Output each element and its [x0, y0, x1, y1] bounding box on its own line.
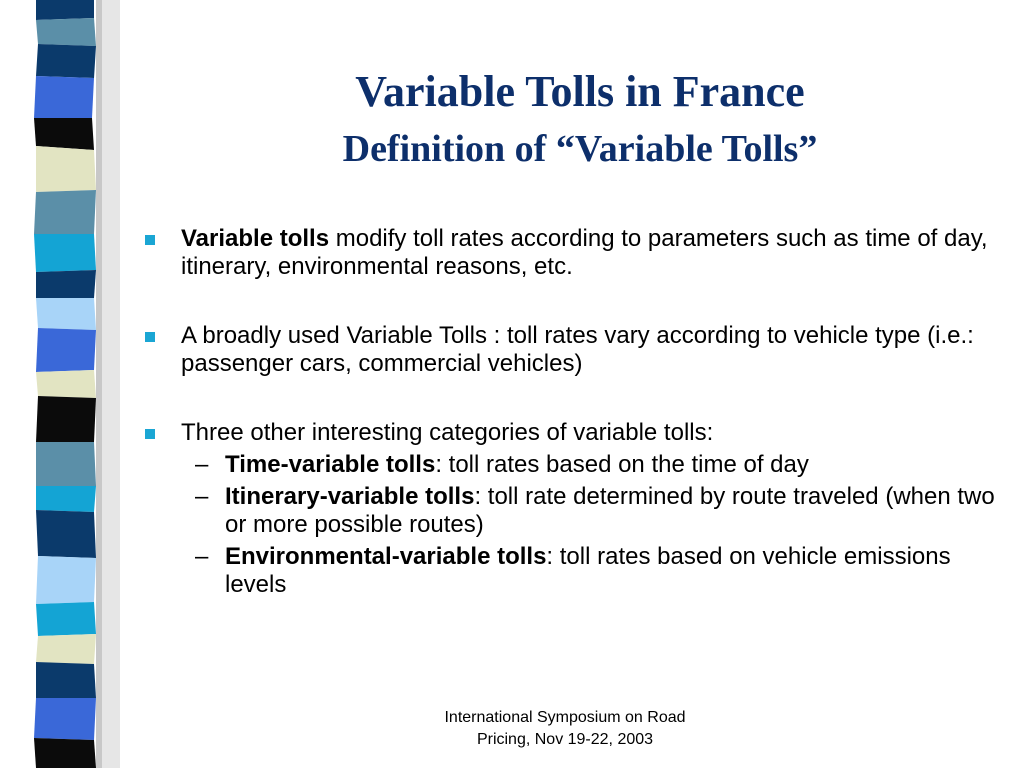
bullet-list: [143, 225, 1003, 603]
dash-bullet: –: [195, 483, 209, 510]
stripe-graphic: [0, 0, 120, 768]
sub-bullet-text: : toll rates based on the time of day: [435, 451, 809, 478]
square-bullet-icon: [145, 429, 155, 439]
sub-bullet-bold-term: Environmental-variable tolls: [225, 543, 547, 570]
dash-bullet: –: [195, 451, 209, 478]
bullet-text: modify toll rates according to parameters such as time of day, itinerary, environmental reasons, etc.: [181, 225, 988, 280]
sub-bullet-text: : toll rate determined by route traveled (when two or more possible routes): [225, 483, 995, 538]
sub-bullet-time-variable: [181, 451, 1003, 479]
footer-line: International Symposium on Road: [444, 709, 686, 726]
bullet-categories: [143, 419, 1003, 599]
sub-bullet-itinerary-variable: [181, 483, 1003, 539]
sub-bullet-bold-term: Time-variable tolls: [225, 451, 436, 478]
sub-bullet-environmental-variable: [181, 543, 1003, 599]
sub-bullet-list: [181, 451, 1003, 599]
footer-line: Pricing, Nov 19-22, 2003: [476, 731, 654, 748]
slide-footer: [380, 707, 750, 751]
square-bullet-icon: [145, 332, 155, 342]
bullet-bold-term: Variable tolls: [181, 225, 330, 252]
sub-bullet-text: : toll rates based on vehicle emissions levels: [225, 543, 951, 598]
bullet-text: A broadly used Variable Tolls : toll rates vary according to vehicle type (i.e.: passenger cars, commercial vehicles): [181, 322, 974, 377]
dash-bullet: –: [195, 543, 209, 570]
square-bullet-icon: [145, 235, 155, 245]
decorative-stripe-band: [0, 0, 120, 768]
bullet-text: Three other interesting categories of variable tolls:: [181, 419, 714, 446]
bullet-variable-tolls: [143, 225, 1003, 281]
slide-title: Variable Tolls in France: [355, 67, 805, 116]
sub-bullet-bold-term: Itinerary-variable tolls: [225, 483, 475, 510]
bullet-vehicle-type: [143, 322, 1003, 378]
slide-subtitle: Definition of “Variable Tolls”: [342, 128, 818, 170]
